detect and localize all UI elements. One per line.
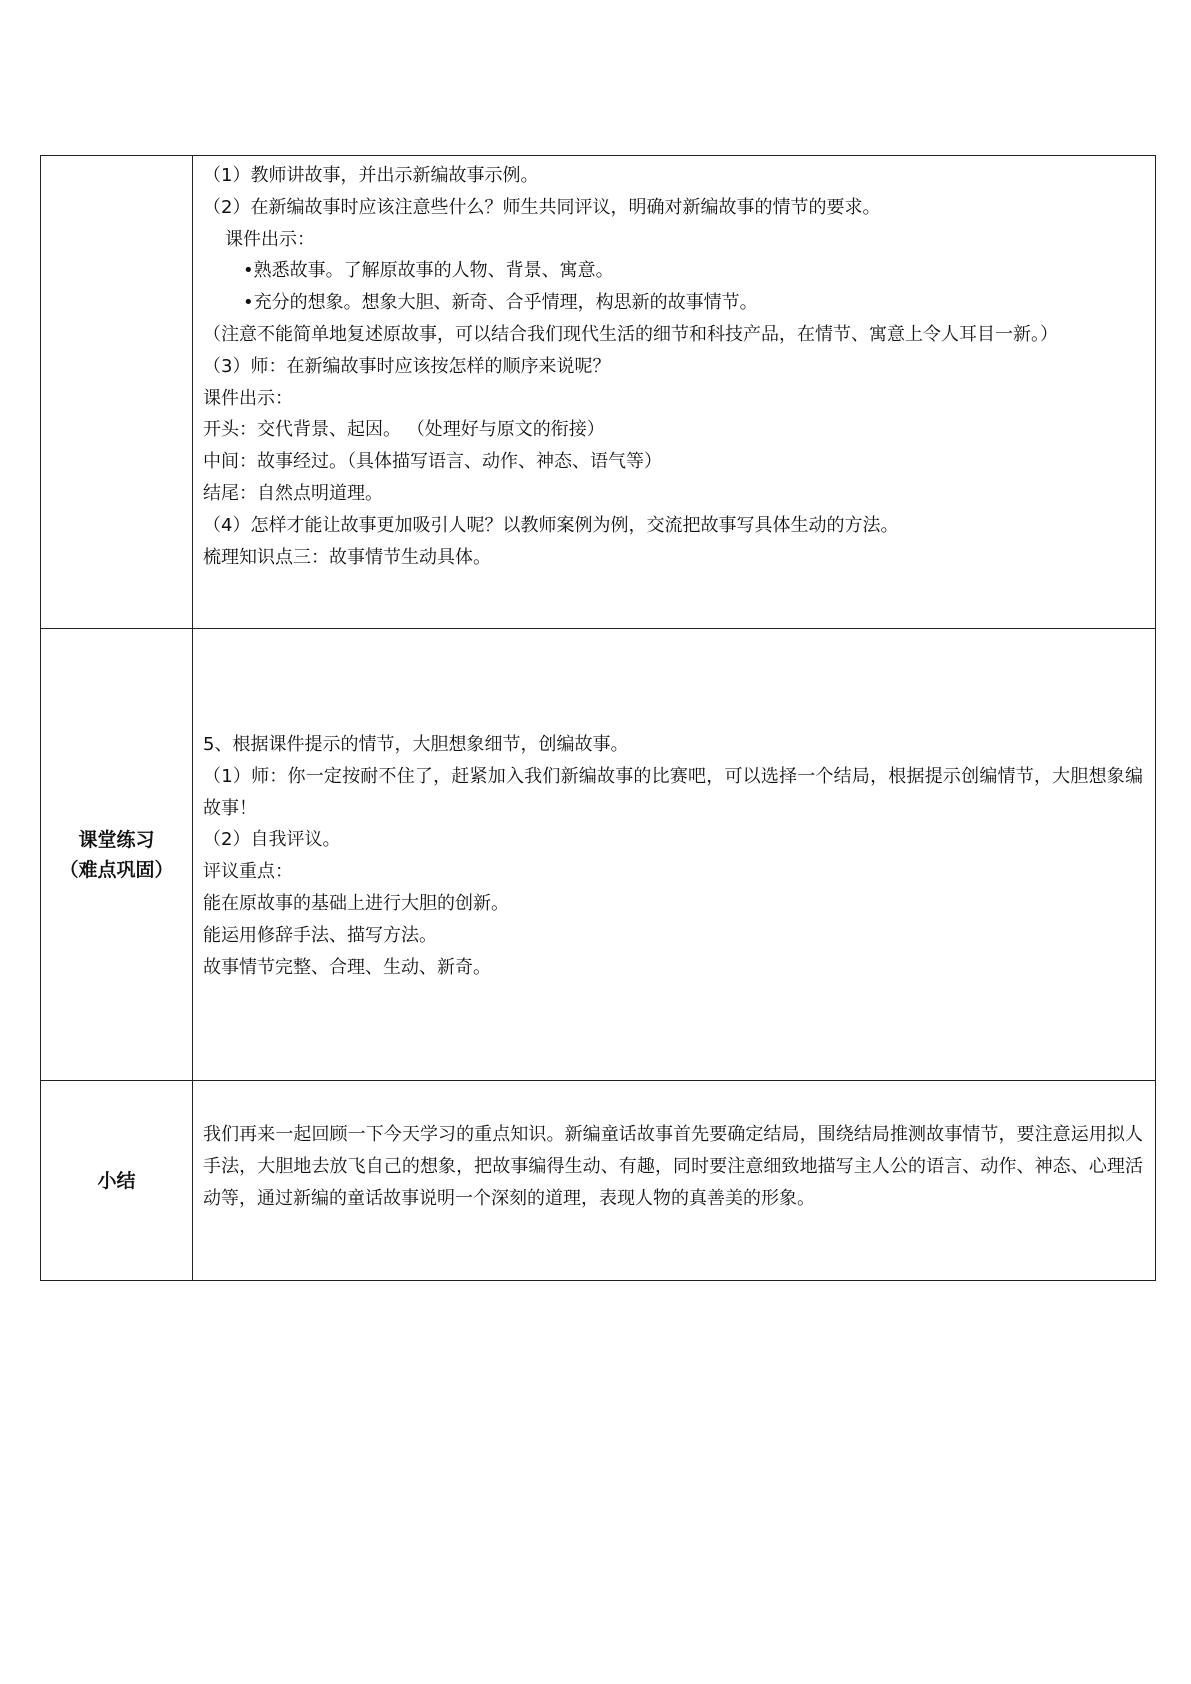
content-line: 梳理知识点三：故事情节生动具体。 (203, 546, 491, 568)
table-row (41, 1081, 1156, 1281)
row-content-cell (193, 156, 1156, 629)
table-row (41, 629, 1156, 1081)
content-line: 能运用修辞手法、描写方法。 (203, 924, 437, 946)
content-line: 结尾：自然点明道理。 (203, 482, 383, 504)
content-line: （2）自我评议。 (203, 829, 341, 851)
content-paragraph: （1）师：你一定按耐不住了，赶紧加入我们新编故事的比赛吧，可以选择一个结局，根据提示创编情节，大胆想象编故事！ (203, 765, 1143, 819)
row-content-cell (193, 629, 1156, 1081)
content-line: 能在原故事的基础上进行大胆的创新。 (203, 892, 509, 914)
row-content-cell (193, 1081, 1156, 1281)
content-line: （2）在新编故事时应该注意些什么？师生共同评议，明确对新编故事的情节的要求。 (203, 196, 881, 218)
bullet-line: •熟悉故事。了解原故事的人物、背景、寓意。 (243, 260, 614, 282)
row-label: 小结 (97, 1169, 136, 1192)
content-line: 课件出示： (203, 387, 293, 409)
lesson-plan-table (40, 155, 1156, 1281)
content-line: 课件出示： (225, 228, 315, 250)
content-line: 中间：故事经过。（具体描写语言、动作、神态、语气等） (203, 451, 662, 473)
content-line: 开头：交代背景、起因。 （处理好与原文的衔接） (203, 419, 605, 441)
row-label-cell (41, 629, 193, 1081)
row-label-sub: （难点巩固） (59, 858, 174, 881)
content-line: 评议重点： (203, 861, 293, 883)
row-label: 课堂练习 (78, 828, 155, 851)
summary-paragraph: 我们再来一起回顾一下今天学习的重点知识。新编童话故事首先要确定结局，围绕结局推测故事情节，要注意运用拟人手法，大胆地去放飞自己的想象，把故事编得生动、有趣，同时要注意细致地描写主人公的语言、动作、神态、心理活动等，通过新编的童话故事说明一个深刻的道理，表现人物的真善美的形象。 (203, 1124, 1143, 1209)
bullet-line: •充分的想象。想象大胆、新奇、合乎情理，构思新的故事情节。 (243, 292, 758, 314)
content-line: 5、根据课件提示的情节，大胆想象细节，创编故事。 (203, 734, 629, 755)
table-row (41, 156, 1156, 629)
content-paragraph: （注意不能简单地复述原故事，可以结合我们现代生活的细节和科技产品，在情节、寓意上令人耳目一新。） (203, 323, 1058, 345)
content-line: 故事情节完整、合理、生动、新奇。 (203, 956, 491, 978)
content-line: （3）师：在新编故事时应该按怎样的顺序来说呢？ (203, 355, 611, 377)
content-line: （1）教师讲故事，并出示新编故事示例。 (203, 165, 539, 186)
row-label-cell (41, 156, 193, 629)
content-line: （4）怎样才能让故事更加吸引人呢？以教师案例为例，交流把故事写具体生动的方法。 (203, 514, 899, 536)
row-label-cell (41, 1081, 193, 1281)
